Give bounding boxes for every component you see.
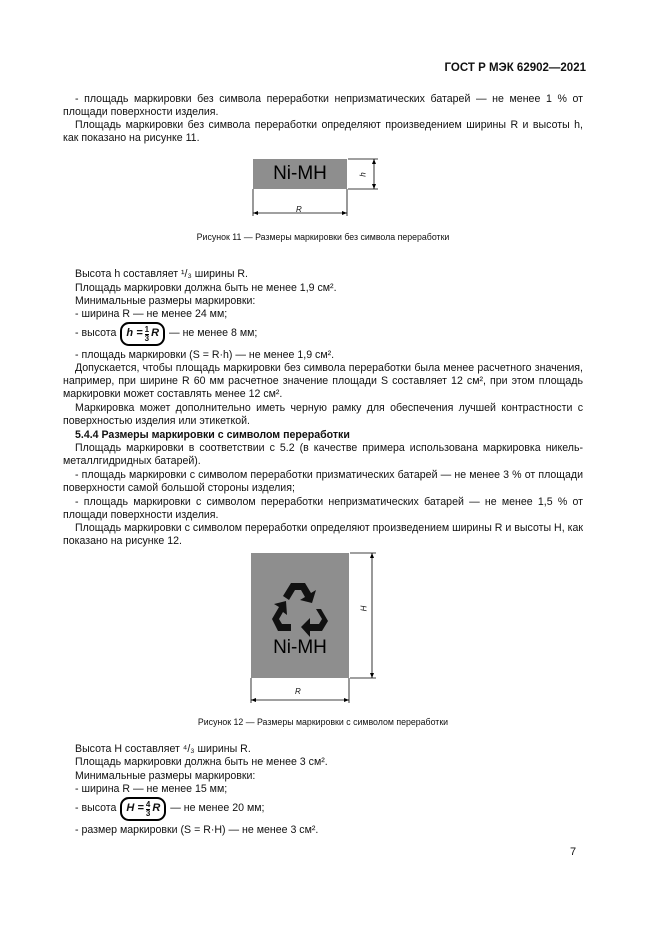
label-text: Ni-MH: [273, 637, 327, 658]
section-title: 5.4.4 Размеры маркировки с символом переработки: [75, 429, 350, 441]
denominator: 3: [145, 808, 151, 818]
dimension-r-label: R: [295, 687, 301, 696]
fraction: [146, 801, 150, 818]
paragraph: Допускается, чтобы площадь маркировки без символа переработки была менее расчетного значения, например, при ширине R 60 мм расчетное значение площади S составляет 12 см², при этом площадь маркировки может составлять менее 12 см².: [63, 362, 583, 401]
text-line: - размер маркировки (S = R·H) — не менее 3 см².: [75, 824, 319, 836]
text-line: Минимальные размеры маркировки:: [75, 770, 256, 782]
figure-12-dimensions: [240, 545, 390, 705]
paragraph: Площадь маркировки в соответствии с 5.2 (в качестве примера использована маркировка никель-металлгидридных батарей).: [63, 442, 583, 468]
paragraph: Площадь маркировки с символом переработки определяют произведением ширины R и высоты H, как показано на рисунке 12.: [63, 522, 583, 548]
text-line: Высота H составляет ⁴/₃ ширины R.: [75, 743, 251, 755]
text: — не менее 20 мм;: [170, 802, 265, 815]
paragraph: - площадь маркировки с символом переработки призматических батарей — не менее 3 % от площади поверхности самой большой стороны изделия;: [63, 469, 583, 495]
text-line: Площадь маркировки должна быть не менее 1,9 см².: [75, 282, 337, 294]
paragraph: - площадь маркировки без символа переработки непризматических батарей — не менее 1 % от площади поверхности изделия.: [63, 93, 583, 119]
text-line: Площадь маркировки должна быть не менее 3 см².: [75, 756, 328, 768]
figure-11-caption: Рисунок 11 — Размеры маркировки без символа переработки: [196, 232, 450, 242]
text-line: - ширина R — не менее 15 мм;: [75, 783, 228, 795]
page-number: 7: [570, 846, 577, 858]
dimension-r-label: R: [296, 205, 302, 214]
text-line: - ширина R — не менее 24 мм;: [75, 308, 228, 320]
fraction: [145, 326, 149, 343]
numerator: 1: [144, 324, 150, 334]
figure-11-dimensions: [240, 150, 390, 220]
formula-line: [75, 796, 264, 822]
paragraph: - площадь маркировки с символом переработки непризматических батарей — не менее 1,5 % от площади поверхности изделия.: [63, 496, 583, 522]
paragraph: Маркировка может дополнительно иметь черную рамку для обеспечения лучшей контрастности с поверхностью изделия или этикеткой.: [63, 402, 583, 428]
paragraph: Площадь маркировки без символа переработки определяют произведением ширины R и высоты h, как показано на рисунке 11.: [63, 119, 583, 145]
document-header: ГОСТ Р МЭК 62902—2021: [444, 62, 586, 74]
text: - высота: [75, 802, 117, 815]
text-line: Минимальные размеры маркировки:: [75, 295, 256, 307]
text-line: - площадь маркировки (S = R·h) — не менее 1,9 см².: [75, 349, 335, 361]
text-line: Высота h составляет ¹/₃ ширины R.: [75, 268, 248, 280]
formula-left: h =: [126, 327, 143, 340]
dimension-h-label: H: [359, 605, 369, 612]
formula-left: H =: [126, 802, 144, 815]
formula-right: R: [152, 802, 161, 815]
text: - высота: [75, 327, 117, 340]
formula-box: [120, 797, 166, 821]
figure-12-caption: Рисунок 12 — Размеры маркировки с символом переработки: [197, 717, 449, 727]
numerator: 4: [145, 799, 151, 809]
formula-line: [75, 321, 257, 347]
label-text: Ni-MH: [273, 163, 327, 184]
formula-right: R: [151, 327, 160, 340]
formula-box: [120, 322, 165, 346]
denominator: 3: [144, 333, 150, 343]
dimension-h-label: h: [358, 172, 368, 177]
text: — не менее 8 мм;: [169, 327, 258, 340]
